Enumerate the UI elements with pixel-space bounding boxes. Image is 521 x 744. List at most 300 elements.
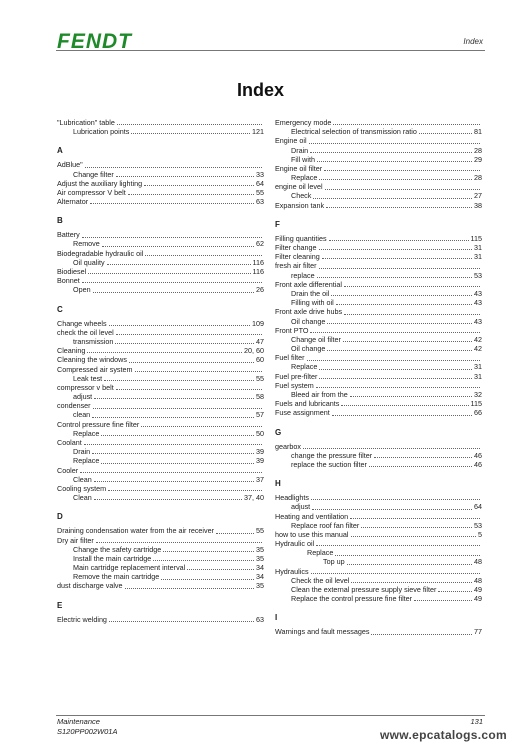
index-entry-label: Fill with — [291, 154, 315, 164]
fendt-logo — [56, 30, 154, 50]
index-entry-label: Cooler — [57, 465, 79, 475]
index-letter-heading: D — [57, 512, 63, 522]
index-entry-page: 115 — [470, 399, 482, 409]
leader-dots — [116, 176, 254, 177]
index-entry-label: Compressed air system — [57, 364, 133, 374]
index-entry-label: Bonnet — [57, 276, 80, 286]
index-entry[interactable] — [275, 442, 482, 451]
index-entry[interactable] — [57, 285, 264, 294]
index-entry-label: Replace — [291, 173, 318, 183]
index-entry[interactable] — [57, 240, 264, 249]
index-entry-page: 27 — [474, 191, 482, 201]
index-entry-label: Open — [73, 285, 91, 295]
index-entry-page: 28 — [474, 173, 482, 183]
index-entry-label: Filling with oil — [291, 298, 334, 308]
index-entry[interactable] — [57, 319, 264, 328]
index-entry-label: Replace — [307, 548, 334, 558]
index-entry[interactable] — [275, 155, 482, 164]
index-entry[interactable] — [275, 594, 482, 603]
index-entry-page: 42 — [474, 344, 482, 354]
index-entry[interactable] — [57, 160, 264, 169]
leader-dots — [310, 152, 472, 153]
index-entry-label: Remove the main cartridge — [73, 572, 160, 582]
section-label: Index — [463, 37, 483, 46]
leader-dots — [163, 551, 254, 552]
index-entry-label: dust discharge valve — [57, 581, 123, 591]
index-entry[interactable] — [57, 249, 264, 258]
index-entry[interactable] — [275, 271, 482, 280]
leader-dots — [414, 600, 472, 601]
index-entry-label: Filling quantities — [275, 233, 327, 243]
leader-dots — [116, 334, 262, 335]
index-entry[interactable] — [275, 353, 482, 362]
leader-dots — [361, 527, 472, 528]
index-entry[interactable] — [275, 381, 482, 390]
index-entry-label: adjust — [73, 392, 93, 402]
index-entry-page: 49 — [474, 585, 482, 595]
index-entry-label: Alternator — [57, 197, 89, 207]
leader-dots — [331, 295, 472, 296]
index-entry[interactable] — [57, 438, 264, 447]
index-entry-label: Replace — [73, 456, 100, 466]
index-letter-heading: H — [275, 479, 281, 489]
index-entry[interactable] — [57, 392, 264, 401]
index-entry-page: 39 — [256, 447, 264, 457]
leader-dots — [336, 304, 472, 305]
leader-dots — [92, 453, 254, 454]
index-entry[interactable] — [275, 512, 482, 521]
index-entry[interactable] — [275, 234, 482, 243]
index-entry-label: Drain — [73, 447, 91, 457]
index-entry-page: 48 — [474, 557, 482, 567]
index-entry[interactable] — [57, 374, 264, 383]
index-entry-label: Replace roof fan filter — [291, 520, 360, 530]
leader-dots — [319, 369, 472, 370]
index-entry[interactable] — [57, 276, 264, 285]
index-entry-page: 115 — [470, 233, 482, 243]
index-entry-label: check the oil level — [57, 327, 114, 337]
leader-dots — [332, 415, 472, 416]
index-entry-label: Fuel filter — [275, 353, 305, 363]
index-entry-label: Control pressure fine filter — [57, 419, 140, 429]
index-entry-page: 38 — [474, 200, 482, 210]
leader-dots — [438, 591, 472, 592]
index-entry[interactable] — [57, 615, 264, 624]
index-entry[interactable] — [57, 401, 264, 410]
index-entry[interactable] — [57, 230, 264, 239]
index-column-right — [275, 118, 482, 637]
index-entry[interactable] — [275, 280, 482, 289]
index-entry[interactable] — [57, 456, 264, 465]
index-entry-label: Install the main cartridge — [73, 553, 152, 563]
index-letter-heading: C — [57, 304, 63, 314]
index-entry-label: Leak test — [73, 373, 103, 383]
index-entry-page: 50 — [256, 428, 264, 438]
index-entry-page: 49 — [474, 594, 482, 604]
index-entry-label: Engine oil — [275, 136, 307, 146]
leader-dots — [419, 133, 472, 134]
index-entry-page: 46 — [474, 450, 482, 460]
index-entry-label: Front axle differential — [275, 279, 342, 289]
index-entry-page: 5 — [478, 529, 482, 539]
index-entry-label: adjust — [291, 502, 311, 512]
index-entry-label: Headlights — [275, 493, 309, 503]
index-entry[interactable] — [57, 526, 264, 535]
index-entry[interactable] — [275, 127, 482, 136]
index-entry[interactable] — [275, 243, 482, 252]
index-entry-label: Replace — [291, 362, 318, 372]
index-entry-page: 121 — [252, 127, 264, 137]
index-entry[interactable] — [275, 136, 482, 145]
index-entry[interactable] — [57, 420, 264, 429]
leader-dots — [344, 286, 480, 287]
index-entry-label: Check — [291, 191, 312, 201]
index-entry-label: Emergency mode — [275, 117, 332, 127]
watermark-text: www.epcatalogs.com — [380, 728, 507, 742]
index-entry-label: Drain — [291, 145, 309, 155]
leader-dots — [347, 564, 472, 565]
leader-dots — [104, 380, 254, 381]
leader-dots — [109, 621, 254, 622]
index-entry-label: condenser — [57, 401, 91, 411]
index-entry[interactable] — [275, 201, 482, 210]
leader-dots — [108, 490, 262, 491]
index-entry-page: 66 — [474, 408, 482, 418]
leader-dots — [82, 237, 262, 238]
index-entry[interactable] — [275, 585, 482, 594]
leader-dots — [317, 161, 472, 162]
header-divider — [56, 50, 485, 51]
leader-dots — [344, 314, 480, 315]
index-entry-label: Adjust the auxiliary lighting — [57, 178, 143, 188]
index-entry[interactable] — [275, 558, 482, 567]
leader-dots — [351, 582, 472, 583]
index-entry-page: 31 — [474, 362, 482, 372]
index-entry-label: Biodegradable hydraulic oil — [57, 248, 144, 258]
leader-dots — [216, 533, 254, 534]
index-entry-label: replace the suction filter — [291, 459, 367, 469]
index-entry-label: Cleaning the windows — [57, 355, 127, 365]
index-entry[interactable] — [57, 383, 264, 392]
leader-dots — [312, 509, 472, 510]
index-entry-label: engine oil level — [275, 182, 323, 192]
footer-divider — [56, 715, 485, 716]
index-entry-label: Fuel system — [275, 380, 314, 390]
index-entry[interactable] — [275, 118, 482, 127]
index-entry[interactable] — [275, 173, 482, 182]
index-entry[interactable] — [275, 627, 482, 636]
index-entry[interactable] — [275, 390, 482, 399]
index-entry-label: Front PTO — [275, 325, 309, 335]
index-entry-label: change the pressure filter — [291, 450, 373, 460]
index-entry[interactable] — [57, 475, 264, 484]
index-entry-page: 55 — [256, 373, 264, 383]
index-entry[interactable] — [57, 466, 264, 475]
leader-dots — [319, 378, 472, 379]
leader-dots — [319, 179, 472, 180]
index-entry-label: Fuel pre-filter — [275, 371, 318, 381]
leader-dots — [90, 203, 254, 204]
index-entry-label: Electrical selection of transmission ratio — [291, 127, 417, 137]
index-entry[interactable] — [275, 539, 482, 548]
leader-dots — [92, 417, 254, 418]
index-entry-page: 55 — [256, 526, 264, 536]
index-column-left — [57, 118, 264, 624]
index-entry-label: Electric welding — [57, 614, 107, 624]
index-entry[interactable] — [57, 365, 264, 374]
index-entry-label: compressor v belt — [57, 382, 114, 392]
index-entry-page: 81 — [474, 127, 482, 137]
index-entry-page: 43 — [474, 316, 482, 326]
index-entry-page: 35 — [256, 581, 264, 591]
leader-dots — [141, 426, 262, 427]
index-entry[interactable] — [275, 307, 482, 316]
index-entry-page: 31 — [474, 371, 482, 381]
index-entry[interactable] — [57, 572, 264, 581]
index-entry-page: 37, 40 — [244, 493, 264, 503]
index-entry[interactable] — [275, 460, 482, 469]
index-entry[interactable] — [275, 298, 482, 307]
index-entry-label: Hydraulic oil — [275, 539, 315, 549]
index-entry-label: Replace the control pressure fine filter — [291, 594, 413, 604]
index-entry[interactable] — [275, 372, 482, 381]
index-entry-page: 57 — [256, 410, 264, 420]
index-entry[interactable] — [57, 355, 264, 364]
index-entry-label: gearbox — [275, 441, 301, 451]
index-entry-page: 31 — [474, 252, 482, 262]
index-entry[interactable] — [275, 344, 482, 353]
index-entry-label: Main cartridge replacement interval — [73, 563, 186, 573]
index-entry-page: 63 — [256, 614, 264, 624]
index-entry-label: Engine oil filter — [275, 163, 323, 173]
index-entry-page: 33 — [256, 169, 264, 179]
index-entry[interactable] — [57, 447, 264, 456]
leader-dots — [309, 143, 480, 144]
index-entry[interactable] — [275, 182, 482, 191]
index-entry[interactable] — [275, 408, 482, 417]
index-entry-label: Change wheels — [57, 318, 107, 328]
index-entry[interactable] — [57, 258, 264, 267]
leader-dots — [319, 249, 472, 250]
leader-dots — [350, 396, 472, 397]
leader-dots — [350, 518, 480, 519]
index-entry-label: Oil change — [291, 344, 326, 354]
index-entry[interactable] — [57, 563, 264, 572]
leader-dots — [310, 332, 480, 333]
leader-dots — [125, 588, 254, 589]
leader-dots — [88, 273, 250, 274]
index-entry[interactable] — [57, 545, 264, 554]
leader-dots — [94, 481, 254, 482]
leader-dots — [116, 389, 262, 390]
index-entry-label: fresh air filter — [275, 261, 317, 271]
index-entry[interactable] — [57, 346, 264, 355]
leader-dots — [187, 569, 254, 570]
index-entry[interactable] — [57, 127, 264, 136]
leader-dots — [117, 124, 262, 125]
index-entry[interactable] — [57, 582, 264, 591]
index-entry-label: Cleaning — [57, 346, 86, 356]
index-letter-heading: G — [275, 427, 282, 437]
leader-dots — [325, 189, 480, 190]
index-entry[interactable] — [275, 576, 482, 585]
leader-dots — [145, 255, 262, 256]
leader-dots — [319, 268, 480, 269]
leader-dots — [82, 282, 262, 283]
index-entry-label: Top up — [323, 557, 345, 567]
index-entry-page: 29 — [474, 154, 482, 164]
index-entry[interactable] — [275, 335, 482, 344]
index-entry[interactable] — [57, 170, 264, 179]
leader-dots — [107, 264, 251, 265]
index-entry-page: 39 — [256, 456, 264, 466]
index-entry-page: 46 — [474, 459, 482, 469]
index-entry-page: 63 — [256, 197, 264, 207]
leader-dots — [316, 387, 480, 388]
leader-dots — [131, 133, 250, 134]
index-entry[interactable] — [57, 188, 264, 197]
index-entry[interactable] — [275, 493, 482, 502]
index-entry[interactable] — [275, 261, 482, 270]
page-title: Index — [236, 80, 284, 100]
index-entry-label: Filter change — [275, 243, 317, 253]
index-entry[interactable] — [275, 548, 482, 557]
leader-dots — [351, 536, 476, 537]
index-entry[interactable] — [275, 363, 482, 372]
leader-dots — [311, 573, 480, 574]
index-letter-heading: B — [57, 216, 63, 226]
index-entry-label: AdBlue" — [57, 160, 83, 170]
leader-dots — [93, 408, 262, 409]
index-entry[interactable] — [275, 326, 482, 335]
index-entry[interactable] — [275, 164, 482, 173]
leader-dots — [101, 435, 254, 436]
index-entry-page: 26 — [256, 285, 264, 295]
index-entry[interactable] — [57, 197, 264, 206]
index-letter-heading: A — [57, 146, 63, 156]
leader-dots — [341, 405, 468, 406]
index-entry[interactable] — [57, 118, 264, 127]
index-entry-page: 42 — [474, 334, 482, 344]
leader-dots — [316, 545, 480, 546]
index-entry-label: Warnings and fault messages — [275, 627, 370, 637]
index-entry-page: 58 — [256, 392, 264, 402]
index-entry-page: 55 — [256, 187, 264, 197]
index-entry[interactable] — [57, 429, 264, 438]
leader-dots — [153, 560, 254, 561]
leader-dots — [327, 323, 472, 324]
index-entry-page: 37 — [256, 474, 264, 484]
index-entry-label: Clean — [73, 474, 92, 484]
leader-dots — [322, 258, 472, 259]
index-entry[interactable] — [57, 554, 264, 563]
index-entry[interactable] — [275, 530, 482, 539]
leader-dots — [335, 555, 480, 556]
leader-dots — [129, 362, 254, 363]
index-entry[interactable] — [57, 267, 264, 276]
index-entry-page: 34 — [256, 572, 264, 582]
index-entry-label: Drain the oil — [291, 288, 330, 298]
index-entry-page: 60 — [256, 355, 264, 365]
index-entry-label: Heating and ventilation — [275, 511, 349, 521]
index-entry[interactable] — [57, 337, 264, 346]
index-entry[interactable] — [275, 146, 482, 155]
page-number: 131 — [470, 717, 483, 726]
leader-dots — [324, 170, 480, 171]
index-entry-label: Change filter — [73, 169, 114, 179]
leader-dots — [369, 466, 472, 467]
leader-dots — [101, 463, 254, 464]
index-entry[interactable] — [275, 289, 482, 298]
index-entry[interactable] — [57, 179, 264, 188]
index-entry-page: 64 — [256, 178, 264, 188]
index-entry[interactable] — [57, 411, 264, 420]
index-entry[interactable] — [275, 502, 482, 511]
index-entry-label: how to use this manual — [275, 529, 349, 539]
index-entry[interactable] — [275, 252, 482, 261]
index-entry[interactable] — [275, 399, 482, 408]
index-entry-page: 53 — [474, 520, 482, 530]
index-entry[interactable] — [275, 521, 482, 530]
index-entry-label: Oil quality — [73, 257, 105, 267]
leader-dots — [94, 499, 242, 500]
index-entry-page: 43 — [474, 298, 482, 308]
leader-dots — [102, 246, 254, 247]
index-entry-page: 35 — [256, 553, 264, 563]
leader-dots — [115, 343, 254, 344]
leader-dots — [80, 472, 262, 473]
index-entry-label: Front axle drive hubs — [275, 307, 343, 317]
index-entry[interactable] — [275, 317, 482, 326]
index-letter-heading: F — [275, 219, 280, 229]
leader-dots — [135, 371, 263, 372]
index-entry[interactable] — [57, 493, 264, 502]
index-entry-page: 53 — [474, 270, 482, 280]
leader-dots — [85, 167, 262, 168]
index-entry[interactable] — [275, 567, 482, 576]
index-entry-page: 47 — [256, 336, 264, 346]
index-entry-label: Replace — [73, 428, 100, 438]
index-entry-label: Change oil filter — [291, 334, 341, 344]
leader-dots — [109, 325, 250, 326]
index-entry-label: Coolant — [57, 438, 82, 448]
index-entry[interactable] — [57, 484, 264, 493]
index-entry-label: Oil change — [291, 316, 326, 326]
leader-dots — [333, 124, 480, 125]
index-entry[interactable] — [275, 192, 482, 201]
leader-dots — [374, 457, 472, 458]
index-entry-page: 20, 60 — [244, 346, 264, 356]
leader-dots — [161, 579, 254, 580]
index-entry-label: Air compressor V belt — [57, 187, 126, 197]
index-entry-label: Clean the external pressure supply sieve filter — [291, 585, 437, 595]
index-entry-page: 64 — [474, 502, 482, 512]
index-entry-label: replace — [291, 270, 315, 280]
leader-dots — [84, 444, 262, 445]
index-entry-label: Clean — [73, 493, 92, 503]
footer-document-code: S120PP002W01A — [57, 727, 118, 736]
index-entry[interactable] — [275, 451, 482, 460]
index-entry-label: Dry air filter — [57, 535, 94, 545]
index-entry[interactable] — [57, 536, 264, 545]
leader-dots — [326, 207, 472, 208]
index-entry-label: transmission — [73, 336, 114, 346]
index-entry-label: Fuse assignment — [275, 408, 330, 418]
index-entry[interactable] — [57, 328, 264, 337]
leader-dots — [307, 360, 480, 361]
index-entry-page: 77 — [474, 627, 482, 637]
index-entry-label: Check the oil level — [291, 575, 350, 585]
